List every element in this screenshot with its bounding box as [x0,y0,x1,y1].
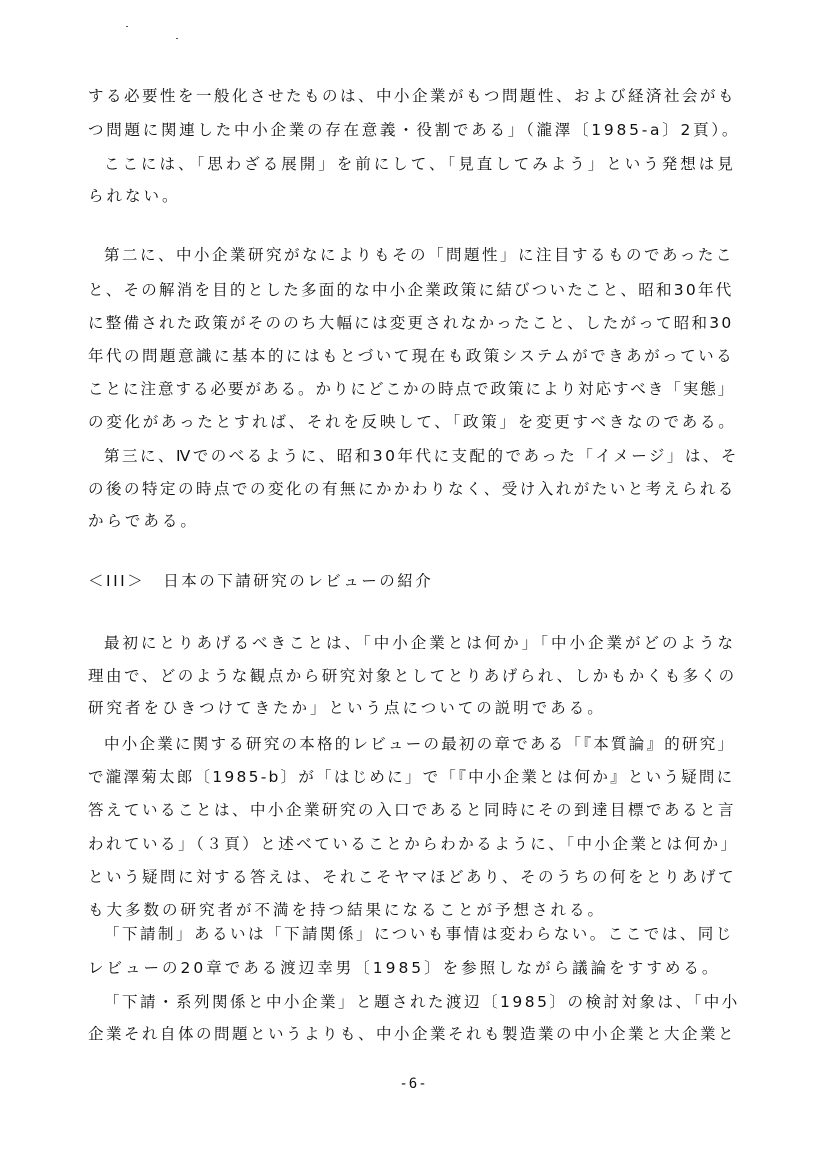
text-line: からである。 [88,512,199,530]
page-number: -6- [399,1076,428,1092]
text-line: 理由で、どのような観点から研究対象としてとりあげられ、しかもかくも多くの [88,667,737,685]
text-line: 「下請制」あるいは「下請関係」についも事情は変わらない。ここでは、同じ [104,925,734,943]
text-line: 年代の問題意識に基本的にはもとづいて現在も政策システムができあがっている [88,347,735,365]
scan-speck [176,38,178,39]
text-line: られない。 [88,187,181,205]
text-line: 「下請・系列関係と中小企業」と題された渡辺〔1985〕の検討対象は、「中小 [104,993,740,1011]
text-line: に整備された政策がそののち大幅には変更されなかったこと、したがって昭和30 [88,314,734,332]
text-line: レビューの20章である渡辺幸男〔1985〕を参照しながら議論をすすめる。 [88,959,721,977]
text-line: 中小企業に関する研究の本格的レビューの最初の章である「『本質論』的研究」 [104,735,736,753]
scan-speck [126,26,128,27]
section-heading: ＜III＞ 日本の下請研究のレビューの紹介 [88,572,434,590]
text-line: 最初にとりあげるべきことは、「中小企業とは何か」「中小企業がどのような [104,634,737,652]
text-line: われている」（３頁）と述べていることからわかるように、「中小企業とは何か」 [88,835,739,853]
text-line: 第二に、中小企業研究がなによりもその「問題性」に注目するものであったこ [104,246,734,264]
text-line: 第三に、Ⅳでのべるように、昭和30年代に支配的であった「イメージ」は、そ [104,447,739,465]
text-line: 企業それ自体の問題というよりも、中小企業それも製造業の中小企業と大企業と [88,1025,737,1043]
text-line: ことに注意する必要がある。かりにどこかの時点で政策により対応すべき「実態」 [88,380,736,398]
text-line: の後の特定の時点での変化の有無にかかわりなく、受け入れがたいと考えられる [88,480,736,498]
text-line: の変化があったとすれば、それを反映して、「政策」を変更すべきなのである。 [88,413,737,431]
text-line: で瀧澤菊太郎〔1985-b〕が「はじめに」で「『中小企業とは何か』という疑問に [88,768,735,786]
text-line: ここには、「思わざる展開」を前にして、「見直してみよう」という発想は見 [104,155,736,173]
text-line: 答えていることは、中小企業研究の入口であると同時にその到達目標であると言 [88,801,737,819]
text-line: と、その解消を目的とした多面的な中小企業政策に結びついたこと、昭和30年代 [88,281,734,299]
text-line: も大多数の研究者が不満を持つ結果になることが予想される。 [88,901,607,919]
text-line: する必要性を一般化させたものは、中小企業がもつ問題性、および経済社会がも [88,87,737,105]
text-line: つ問題に関連した中小企業の存在意義・役割である」（瀧澤〔1985-a〕2頁）。 [88,121,741,139]
text-line: 研究者をひきつけてきたか」という点についての説明である。 [88,699,606,717]
text-line: という疑問に対する答えは、それこそヤマほどあり、そのうちの何をとりあげて [88,868,737,886]
